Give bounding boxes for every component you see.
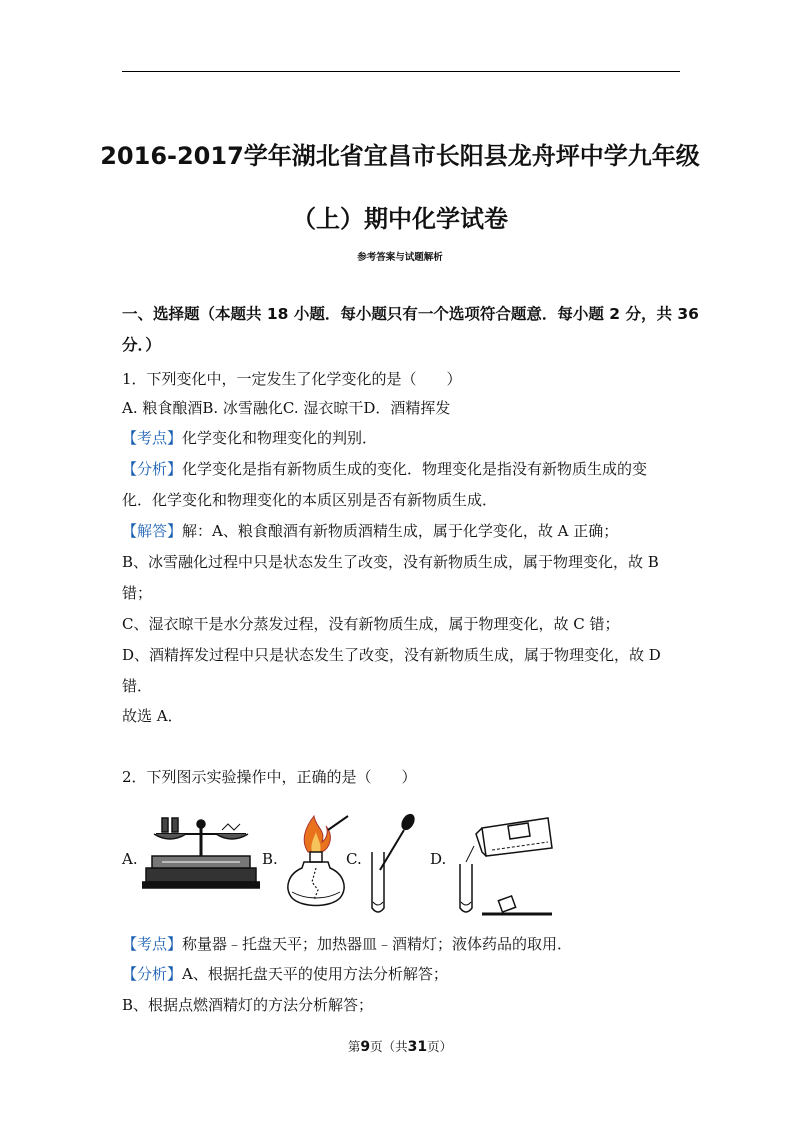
jieda-tag: 【解答】 <box>122 522 183 540</box>
section1-line1: 一、选择题（本题共 18 小题．每小题只有一个选项符合题意．每小题 2 分，共 36 <box>122 305 699 323</box>
q2-fenxi-1 <box>122 964 448 984</box>
footer-pre: 第 <box>347 1039 361 1054</box>
q2-kaodian-text: 称量器﹣托盘天平；加热器皿﹣酒精灯；液体药品的取用． <box>182 935 573 953</box>
fenxi-text: 化学变化是指有新物质生成的变化．物理变化是指没有新物质生成的变 <box>182 460 648 478</box>
doc-title-line1: 2016-2017学年湖北省宜昌市长阳县龙舟坪中学九年级 <box>100 142 700 170</box>
q2-label-a: A. <box>122 850 138 868</box>
balance-figure <box>142 812 260 892</box>
doc-subtitle: 参考答案与试题解析 <box>357 252 443 263</box>
q1-jieda-7: 故选 A． <box>122 707 183 725</box>
q1-jieda-5: D、酒精挥发过程中只是状态发生了改变，没有新物质生成，属于物理变化，故 D <box>122 646 661 664</box>
q2-stem: 2．下列图示实验操作中，正确的是（ ） <box>122 768 417 786</box>
footer-page-number: 9 <box>360 1039 371 1055</box>
footer-total-pages: 31 <box>407 1039 428 1055</box>
q2-label-b: B. <box>262 850 278 868</box>
q1-stem: 1．下列变化中，一定发生了化学变化的是（ ） <box>122 370 462 388</box>
q1-fenxi-2: 化．化学变化和物理变化的本质区别是否有新物质生成． <box>122 491 498 509</box>
q1-jieda-4: C、湿衣晾干是水分蒸发过程，没有新物质生成，属于物理变化，故 C 错； <box>122 615 620 633</box>
page-footer <box>0 1037 800 1055</box>
q1-jieda-1 <box>122 521 618 541</box>
kaodian-text: 化学变化和物理变化的判别． <box>182 429 378 447</box>
fenxi-tag: 【分析】 <box>122 460 183 478</box>
q2-fenxi-2: B、根据点燃酒精灯的方法分析解答； <box>122 996 374 1014</box>
alcohol-lamp-figure <box>282 812 352 912</box>
q1-fenxi-1 <box>122 459 647 479</box>
section1-line2: 分．） <box>122 336 161 354</box>
q1-jieda-6: 错． <box>122 677 153 695</box>
footer-post: 页） <box>427 1039 453 1054</box>
doc-title-line2: （上）期中化学试卷 <box>292 205 508 233</box>
q1-kaodian <box>122 428 377 448</box>
q2-fenxi-tag: 【分析】 <box>122 965 183 983</box>
q1-jieda-2: B、冰雪融化过程中只是状态发生了改变，没有新物质生成，属于物理变化，故 B <box>122 553 659 571</box>
jieda-text: 解：A、粮食酿酒有新物质酒精生成，属于化学变化，故 A 正确； <box>182 522 619 540</box>
header-rule <box>122 71 680 72</box>
q2-label-d: D. <box>430 850 447 868</box>
kaodian-tag: 【考点】 <box>122 429 183 447</box>
pouring-figure <box>452 812 554 918</box>
q2-label-c: C. <box>346 850 362 868</box>
footer-mid: 页（共 <box>370 1039 408 1054</box>
q2-kaodian <box>122 934 572 954</box>
q1-jieda-3: 错； <box>122 584 153 602</box>
q2-kaodian-tag: 【考点】 <box>122 935 183 953</box>
dropper-figure <box>364 812 418 918</box>
q1-options: A. 粮食酿酒B. 冰雪融化C. 湿衣晾干D．酒精挥发 <box>122 399 451 417</box>
q2-fenxi-text: A、根据托盘天平的使用方法分析解答； <box>182 965 448 983</box>
